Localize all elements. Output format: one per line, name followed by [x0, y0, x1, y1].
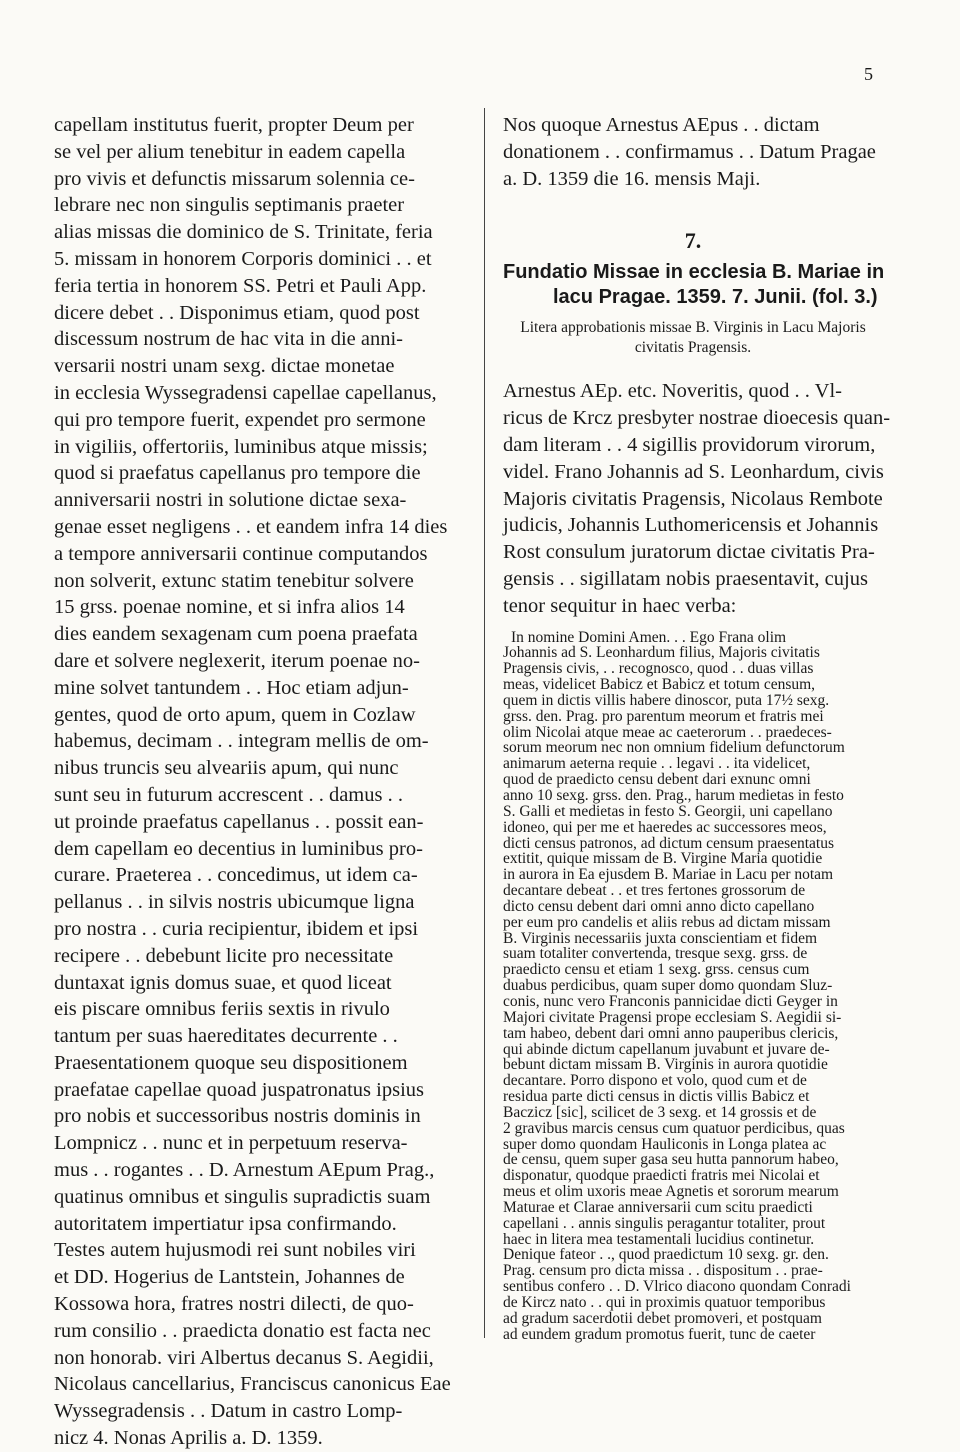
- text-line: duntaxat ignis domus suae, et quod liceat: [54, 971, 392, 994]
- section-subheading: [503, 318, 883, 358]
- text-line: judicis, Johannis Luthomericensis et Johannis: [503, 514, 879, 537]
- text-line: qui pro tempore fuerit, expendet pro sermone: [54, 408, 426, 431]
- quote-line: capellani . . annis singulis peragantur totaliter, prout: [503, 1214, 826, 1232]
- quote-line: Majori civitate Pragensi prope ecclesiam S. Aegidii si-: [503, 1008, 842, 1026]
- quote-line: suam totaliter convertenda, tresque sexg. grss. de: [503, 945, 808, 963]
- quote-line: bebunt dictam missam B. Virginis in aurora quotidie: [503, 1056, 828, 1074]
- text-line: tenor sequitur in haec verba:: [503, 594, 737, 617]
- text-line: autoritatem impertiatur ipsa confirmando.: [54, 1212, 397, 1235]
- section-heading: [503, 260, 883, 310]
- quote-line: dicto censu debent dari omni anno dicto capellano: [503, 897, 815, 915]
- text-line: se vel per alium tenebitur in eadem capella: [54, 140, 406, 163]
- text-line: gensis . . sigillatam nobis praesentavit, cujus: [503, 567, 868, 590]
- quote-line: Maturae et Clarae anniversarii cum scitu praedicti: [503, 1198, 813, 1216]
- quote-line: Denique fateor . ., quod praedictum 10 sexg. gr. den.: [503, 1246, 829, 1264]
- text-line: pro nostra . . curia recipientur, ibidem et ipsi: [54, 917, 419, 940]
- quote-line: olim Nicolai atque meae ac caeterorum . . praedeces-: [503, 723, 832, 741]
- quote-line: quem in dictis villis habere dinoscor, puta 17½ sexg.: [503, 691, 830, 709]
- text-line: in vigiliis, offertoriis, luminibus atque missis;: [54, 435, 428, 458]
- text-line: ut proinde praefatus capellanus . . possit ean-: [54, 810, 424, 833]
- text-line: 15 grss. poenae nomine, et si infra alios 14: [54, 596, 405, 619]
- text-line: feria tertia in honorem SS. Petri et Pauli App.: [54, 274, 427, 297]
- text-line: et DD. Hogerius de Lantstein, Johannes de: [54, 1266, 405, 1289]
- quote-line: S. Galli et medietas in festo S. Georgii, uni capellano: [503, 802, 833, 820]
- text-line: Nos quoque Arnestus AEpus . . dictam: [503, 114, 820, 136]
- quote-line: haec in litera mea testamentali lucidius continetur.: [503, 1230, 815, 1248]
- text-line: mine solvet tantundem . . Hoc etiam adjun-: [54, 676, 409, 699]
- section-number: 7.: [684, 228, 702, 254]
- quote-line: ad eundem gradum promotus fuerit, tunc de caeter: [503, 1325, 816, 1343]
- quote-line: animarum aeterna requie . . legavi . . ita videlicet,: [503, 755, 811, 773]
- text-line: non honorab. viri Albertus decanus S. Aegidii,: [54, 1346, 434, 1369]
- text-line: anniversarii nostri in solutione dictae sexa-: [54, 489, 407, 512]
- text-line: dicere debet . . Disponimus etiam, quod post: [54, 301, 420, 324]
- quote-line: Pragensis civis, . . recognosco, quod . . duas villas: [503, 660, 814, 678]
- text-line: a. D. 1359 die 16. mensis Maji.: [503, 167, 761, 190]
- text-line: alias missas die dominico de S. Trinitate, feria: [54, 221, 433, 244]
- text-line: non solverit, extunc statim tenebitur solvere: [54, 569, 414, 592]
- text-line: praefatae capellae quoad juspatronatus ipsius: [54, 1078, 424, 1101]
- text-line: quatinus omnibus et singulis supradictis suam: [54, 1185, 431, 1208]
- text-line: habemus, decimam . . integram mellis de om-: [54, 730, 429, 753]
- quote-line: Prag. censum pro dicta missa . . dispositum . . prae-: [503, 1262, 823, 1280]
- quote-line: tam habeo, debent dari omni anno pauperibus clericis,: [503, 1024, 839, 1042]
- text-line: versarii nostri unam sexg. dictae monetae: [54, 355, 395, 378]
- quote-line: Baczicz [sic], scilicet de 3 sexg. et 14 grossis et de: [503, 1103, 817, 1121]
- text-line: pro vivis et defunctis missarum solennia ce-: [54, 167, 415, 190]
- quote-line: quod de praedicto censu debent dari exnunc omni: [503, 771, 811, 789]
- text-line: Kossowa hora, fratres nostri dilecti, de quo-: [54, 1293, 414, 1316]
- quote-line: 2 gravibus marcis census cum quatuor perdicibus, quas: [503, 1119, 845, 1137]
- quote-line: B. Virginis necessariis juxta conscientiam et fidem: [503, 929, 818, 947]
- quote-line: praedicto censu et etiam 1 sexg. grss. census cum: [503, 961, 810, 979]
- quote-line: ad gradum sacerdotii debet promoveri, et postquam: [503, 1309, 822, 1327]
- text-line: pro nobis et successoribus nostris dominis in: [54, 1105, 421, 1128]
- quote-line: anno 10 sexg. grss. den. Prag., harum medietas in festo: [503, 787, 844, 804]
- quote-line: per eum pro candelis et aliis rebus ad dictam missam: [503, 913, 831, 931]
- subheading-line: civitatis Pragensis.: [634, 339, 752, 357]
- right-column: [503, 112, 891, 1343]
- text-line: lebrare nec non singulis septimanis praeter: [54, 194, 405, 217]
- text-line: eis piscare omnibus feriis sextis in rivulo: [54, 998, 390, 1021]
- quote-line: duabus perdicibus, quam super domo quondam Sluz-: [503, 977, 833, 995]
- text-line: 5. missam in honorem Corporis dominici . . et: [54, 247, 432, 270]
- quote-line: meus et olim uxoris meae Agnetis et sororum mearum: [503, 1183, 839, 1201]
- column-divider: [484, 108, 485, 1338]
- quote-line: dicti census patronos, ad dictum censum praesentatus: [503, 834, 835, 852]
- quote-line: de censu, quem super gasa seu hutta pannorum habeo,: [503, 1151, 839, 1169]
- text-line: ricus de Krcz presbyter nostrae dioecesis quan-: [503, 407, 891, 430]
- text-line: dem capellam eo decentius in luminibus pro-: [54, 837, 423, 860]
- text-line: Majoris civitatis Pragensis, Nicolaus Rembote: [503, 487, 883, 510]
- text-line: Rost consulum juratorum dictae civitatis Pra-: [503, 541, 875, 564]
- section-heading-line: Fundatio Missae in ecclesia B. Mariae in: [503, 261, 885, 284]
- text-line: Testes autem hujusmodi rei sunt nobiles viri: [54, 1239, 416, 1262]
- quote-line: meas, videlicet Babicz et Babicz et totum censum,: [503, 676, 816, 694]
- text-line: capellam institutus fuerit, propter Deum per: [54, 114, 414, 136]
- subheading-line: Litera approbationis missae B. Virginis in Lacu Majoris: [520, 319, 866, 337]
- text-line: quod si praefatus capellanus pro tempore die: [54, 462, 421, 485]
- quote-line: decantare debeat . . et tres fertones grossorum de: [503, 882, 806, 900]
- text-line: recipere . . debebunt licite pro necessitate: [54, 944, 394, 967]
- quote-line: disponatur, quodque praedicti fratris mei Nicolai et: [503, 1167, 820, 1185]
- quote-line: de Kircz nato . . qui in proximis quatuor temporibus: [503, 1294, 826, 1311]
- text-line: Lompnicz . . nunc et in perpetuum reserva-: [54, 1132, 408, 1155]
- quote-line: super domo quondam Hauliconis in Longa platea ac: [503, 1135, 827, 1153]
- text-line: nicz 4. Nonas Aprilis a. D. 1359.: [54, 1427, 323, 1450]
- text-line: genae esset negligens . . et eandem infra 14 dies: [54, 515, 448, 538]
- text-line: Nicolaus cancellarius, Franciscus canonicus Eae: [54, 1373, 451, 1396]
- quote-line: grss. den. Prag. pro parentum meorum et fratris mei: [503, 707, 824, 725]
- letter-paragraph: [503, 378, 891, 619]
- quote-line: in aurora in Ea ejusdem B. Mariae in Lacu per notam: [503, 866, 834, 884]
- text-line: Arnestus AEp. etc. Noveritis, quod . . Vl-: [503, 380, 842, 403]
- quote-line: qui abinde dictum capellanum juvabunt et juvare de-: [503, 1040, 830, 1058]
- quote-line: extitit, quique missam de B. Virgine Maria quotidie: [503, 850, 823, 868]
- text-line: in ecclesia Wyssegradensi capellae capellanus,: [54, 381, 437, 404]
- quote-line: sorum meorum nec non omnium fidelium defunctorum: [503, 739, 845, 757]
- text-line: curare. Praeterea . . concedimus, ut idem ca-: [54, 864, 418, 887]
- text-line: a tempore anniversarii continue computandos: [54, 542, 428, 565]
- section-heading-line: lacu Pragae. 1359. 7. Junii. (fol. 3.): [553, 286, 878, 309]
- left-column: [54, 112, 450, 1452]
- text-line: mus . . rogantes . . D. Arnestum AEpum Prag.,: [54, 1159, 435, 1182]
- text-line: gentes, quod de orto apum, quem in Cozlaw: [54, 703, 416, 726]
- quote-line: idoneo, qui per me et haeredes ac successores meos,: [503, 818, 827, 836]
- quote-line: sentibus confero . . D. Vlrico diacono quondam Conradi: [503, 1278, 851, 1296]
- text-line: sunt seu in futurum accrescent . . damus . .: [54, 783, 403, 806]
- quoted-document: [503, 630, 883, 1343]
- quote-line: residua parte dicti census in dictis villis Babicz et: [503, 1088, 810, 1106]
- text-line: tantum per suas haereditates decurrente . .: [54, 1025, 398, 1048]
- text-line: nibus truncis seu alveariis apum, qui nunc: [54, 757, 399, 780]
- page-number: 5: [864, 64, 873, 84]
- text-line: dam literam . . 4 sigillis providorum virorum,: [503, 433, 876, 456]
- text-line: Wyssegradensis . . Datum in castro Lomp-: [54, 1400, 403, 1423]
- confirmation-paragraph: [503, 112, 883, 192]
- quote-line: decantare. Porro dispono et volo, quod cum et de: [503, 1072, 807, 1090]
- text-line: dies eandem sexagenam cum poena praefata: [54, 623, 418, 646]
- text-line: dare et solvere neglexerit, iterum poenae no-: [54, 649, 420, 672]
- quote-line: In nomine Domini Amen. . . Ego Frana olim: [511, 628, 787, 646]
- text-line: rum consilio . . praedicta donatio est facta nec: [54, 1319, 431, 1342]
- text-line: donationem . . confirmamus . . Datum Pragae: [503, 140, 876, 163]
- text-line: pellanus . . in silvis nostris ubicumque ligna: [54, 891, 415, 914]
- text-line: videl. Frano Johannis ad S. Leonhardum, civis: [503, 460, 884, 483]
- quote-line: conis, nunc vero Franconis pannicidae dicti Geyger in: [503, 992, 838, 1010]
- text-line: discessum nostrum de hac vita in die anni-: [54, 328, 403, 351]
- quote-line: Johannis ad S. Leonhardum filius, Majoris civitatis: [503, 644, 820, 662]
- text-line: Praesentationem quoque seu dispositionem: [54, 1051, 408, 1074]
